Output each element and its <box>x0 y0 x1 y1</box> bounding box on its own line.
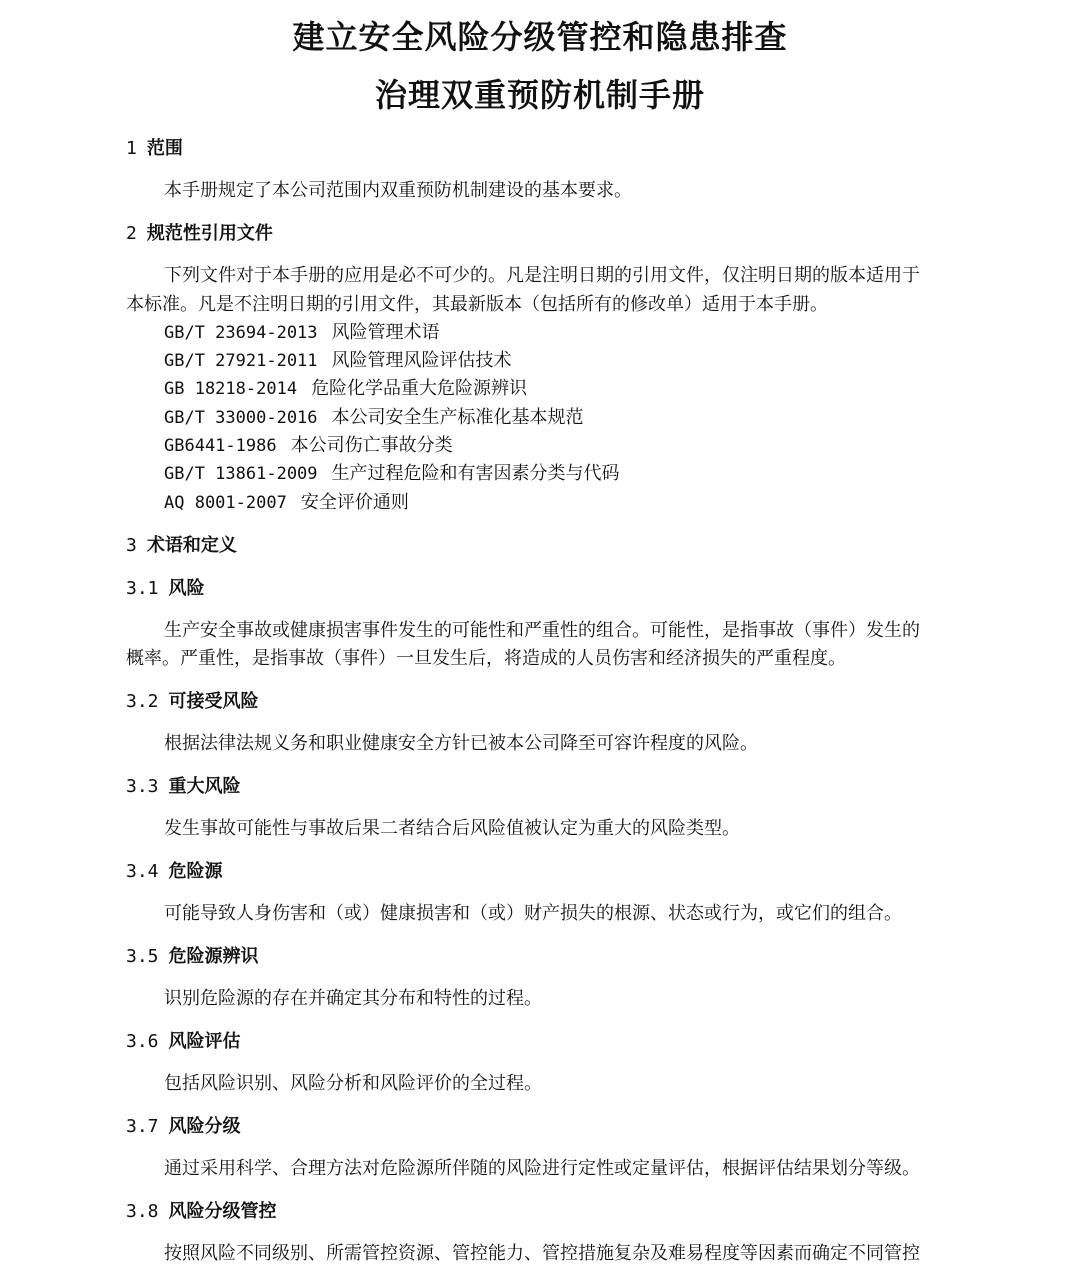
reference-item <box>164 346 512 372</box>
section-number: 3.7 <box>126 1116 159 1137</box>
reference-name: 生产过程危险和有害因素分类与代码 <box>331 463 620 484</box>
section-3-1-text-line2: 概率。严重性，是指事故（事件）一旦发生后，将造成的人员伤害和经济损失的严重程度。 <box>126 648 846 669</box>
section-3-8-text: 按照风险不同级别、所需管控资源、管控能力、管控措施复杂及难易程度等因素而确定不同管控 <box>164 1243 920 1264</box>
section-number: 3.1 <box>126 578 159 599</box>
section-number: 3.6 <box>126 1031 159 1052</box>
reference-code: GB/T 23694-2013 <box>164 323 318 343</box>
reference-name: 安全评价通则 <box>300 492 409 513</box>
reference-item <box>164 459 620 485</box>
section-3-3-heading <box>126 772 241 798</box>
reference-code: GB/T 33000-2016 <box>164 408 318 428</box>
section-title: 风险 <box>168 578 205 599</box>
document-title-line2: 治理双重预防机制手册 <box>374 76 705 114</box>
section-3-6-heading <box>126 1027 241 1053</box>
section-title: 风险分级管控 <box>168 1201 277 1222</box>
section-number: 3.2 <box>126 691 159 712</box>
reference-name: 风险管理术语 <box>331 322 440 343</box>
section-3-5-heading <box>126 942 259 968</box>
section-3-8-heading <box>126 1197 277 1223</box>
reference-name: 危险化学品重大危险源辨识 <box>311 378 528 399</box>
section-3-4-text: 可能导致人身伤害和（或）健康损害和（或）财产损失的根源、状态或行为，或它们的组合。 <box>164 903 902 924</box>
section-3-1-text-line1: 生产安全事故或健康损害事件发生的可能性和严重性的组合。可能性，是指事故（事件）发生的 <box>164 620 920 641</box>
section-title: 规范性引用文件 <box>146 223 273 244</box>
reference-code: GB6441-1986 <box>164 436 277 456</box>
section-2-text-line1: 下列文件对于本手册的应用是必不可少的。凡是注明日期的引用文件，仅注明日期的版本适用于 <box>164 265 920 286</box>
section-title: 危险源 <box>168 861 223 882</box>
section-3-7-heading <box>126 1112 241 1138</box>
reference-code: GB/T 27921-2011 <box>164 351 318 371</box>
reference-name: 本公司伤亡事故分类 <box>290 435 453 456</box>
section-number: 3 <box>126 535 137 556</box>
section-1-text: 本手册规定了本公司范围内双重预防机制建设的基本要求。 <box>164 180 632 201</box>
section-3-2-heading <box>126 687 259 713</box>
section-1-heading <box>126 134 183 160</box>
reference-item <box>164 488 409 514</box>
reference-name: 风险管理风险评估技术 <box>331 350 512 371</box>
section-2-text-line2: 本标准。凡是不注明日期的引用文件，其最新版本（包括所有的修改单）适用于本手册。 <box>126 294 828 315</box>
section-3-4-heading <box>126 857 223 883</box>
section-title: 危险源辨识 <box>168 946 259 967</box>
section-3-5-text: 识别危险源的存在并确定其分布和特性的过程。 <box>164 988 542 1009</box>
section-number: 3.3 <box>126 776 159 797</box>
document-title-line1: 建立安全风险分级管控和隐患排查 <box>292 18 788 56</box>
section-title: 重大风险 <box>168 776 241 797</box>
section-3-3-text: 发生事故可能性与事故后果二者结合后风险值被认定为重大的风险类型。 <box>164 818 740 839</box>
section-3-1-heading <box>126 574 205 600</box>
section-title: 术语和定义 <box>146 535 237 556</box>
reference-code: AQ 8001-2007 <box>164 493 287 513</box>
section-number: 1 <box>126 138 137 159</box>
reference-item <box>164 318 440 344</box>
reference-code: GB 18218-2014 <box>164 379 298 399</box>
section-3-2-text: 根据法律法规义务和职业健康安全方针已被本公司降至可容许程度的风险。 <box>164 733 758 754</box>
section-number: 3.8 <box>126 1201 159 1222</box>
section-title: 风险分级 <box>168 1116 241 1137</box>
section-number: 3.4 <box>126 861 159 882</box>
reference-name: 本公司安全生产标准化基本规范 <box>331 407 584 428</box>
reference-item <box>164 403 584 429</box>
section-3-6-text: 包括风险识别、风险分析和风险评价的全过程。 <box>164 1073 542 1094</box>
reference-item <box>164 374 527 400</box>
section-3-7-text: 通过采用科学、合理方法对危险源所伴随的风险进行定性或定量评估，根据评估结果划分等级。 <box>164 1158 920 1179</box>
section-title: 范围 <box>146 138 183 159</box>
section-number: 2 <box>126 223 137 244</box>
section-title: 可接受风险 <box>168 691 259 712</box>
section-2-heading <box>126 219 273 245</box>
section-title: 风险评估 <box>168 1031 241 1052</box>
section-number: 3.5 <box>126 946 159 967</box>
reference-code: GB/T 13861-2009 <box>164 464 318 484</box>
section-3-heading <box>126 531 237 557</box>
reference-item <box>164 431 453 457</box>
